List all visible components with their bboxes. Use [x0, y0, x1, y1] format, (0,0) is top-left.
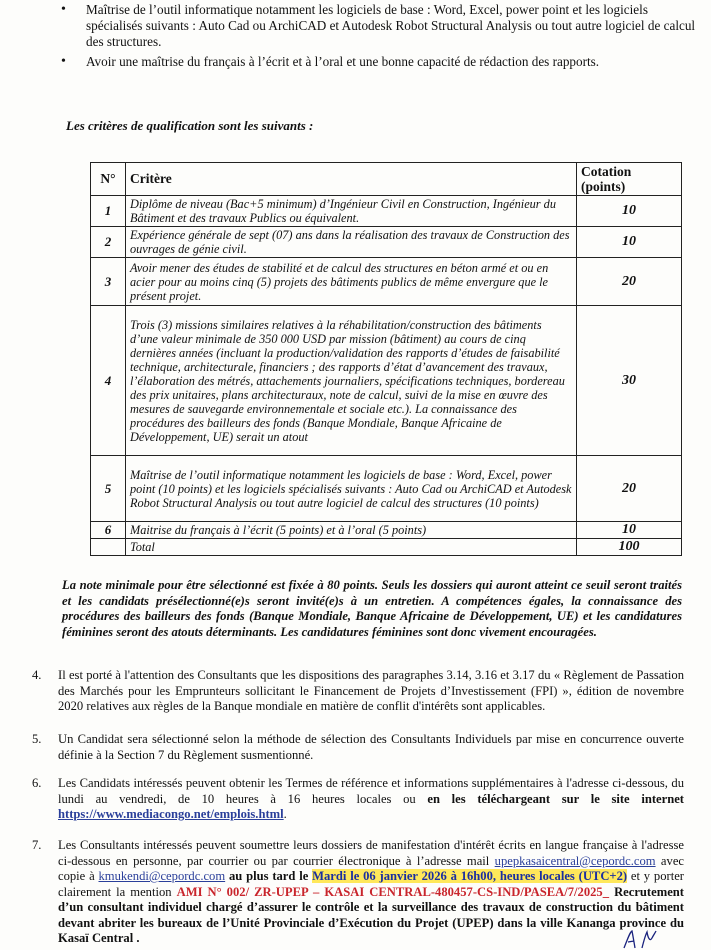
paragraph-4	[32, 668, 684, 715]
row-number: 5	[91, 456, 126, 522]
bullet-icon: •	[61, 54, 66, 69]
intro-bullet-list	[58, 2, 698, 74]
paragraph-number: 5.	[32, 732, 42, 746]
row-criterion: Expérience générale de sept (07) ans dans la réalisation des travaux de Construction des ouvrages de génie civil.	[126, 227, 577, 258]
table-header-row	[91, 163, 682, 196]
bullet-icon: •	[61, 2, 66, 17]
row-criterion: Maîtrise de l’outil informatique notamment les logiciels de base : Word, Excel, power point (10 points) et les logiciels spécialisés suivants : Auto Cad ou ArchiCAD et Autodesk Robot Structural Analysis ou tout autre logiciel de calcul des structures (10 points)	[126, 456, 577, 522]
row-number: 1	[91, 196, 126, 227]
row-score: 10	[577, 227, 682, 258]
table-row	[91, 227, 682, 258]
column-header-criterion: Critère	[126, 163, 577, 196]
row-score: 10	[577, 196, 682, 227]
paragraph-text: Il est porté à l'attention des Consultants que les dispositions des paragraphes 3.14, 3.16 et 3.17 du « Règlement de Passation des Marchés pour les Emprunteurs sollicitant le Financement de Projets d’Investissement (FPI) », édition de novembre 2020 relatives aux règles de la Banque mondiale en matière de conflit d'intérêts sont applicables.	[58, 668, 684, 713]
table-row	[91, 196, 682, 227]
paragraph-text-part: Les Candidats intéressés peuvent obtenir les Termes de référence et informations supplémentaires à l'adresse ci-dessous, du lundi au vendredi, de 10 heures à 16 heures locales ou	[58, 776, 684, 806]
bullet-text: Maîtrise de l’outil informatique notamment les logiciels de base : Word, Excel, power point et les logiciels spécialisés suivants : Auto Cad ou ArchiCAD et Autodesk Robot Structural Analysis ou tout autre logiciel de calcul des structures.	[86, 2, 696, 49]
row-number: 6	[91, 522, 126, 539]
paragraph-text	[58, 838, 684, 947]
deadline-highlight: Mardi le 06 janvier 2026 à 16h00, heures locales (UTC+2)	[312, 869, 628, 883]
paragraph-number: 4.	[32, 668, 42, 682]
row-criterion: Diplôme de niveau (Bac+5 minimum) d’Ingénieur Civil en Construction, Ingénieur du Bâtiment et des travaux Publics ou équivalent.	[126, 196, 577, 227]
column-header-number: N°	[91, 163, 126, 196]
row-criterion: Maitrise du français à l’écrit (5 points) et à l’oral (5 points)	[126, 522, 577, 539]
primary-email-link[interactable]: upepkasaicentral@cepordc.com	[494, 853, 656, 868]
total-number-cell	[91, 539, 126, 556]
copy-email-link[interactable]: kmukendi@cepordc.com	[98, 869, 226, 883]
download-note: en les téléchargeant sur le site internet	[427, 791, 684, 806]
row-number: 3	[91, 258, 126, 306]
table-row	[91, 258, 682, 306]
paragraph-number: 6.	[32, 776, 42, 790]
paragraph-text-part: et y porter clairement la mention	[58, 869, 684, 899]
row-number: 4	[91, 306, 126, 456]
list-item	[58, 54, 698, 70]
paragraph-text-part: avec copie à	[58, 853, 685, 883]
paragraph-text	[58, 776, 684, 823]
row-score: 30	[577, 306, 682, 456]
paragraph-text-part: Les Consultants intéressés peuvent soumettre leurs dossiers de manifestation d'intérêt écrits en langue française à l'adresse ci-dessous en personne, par courrier ou par courrier électronique à l’adresse mail	[58, 838, 684, 868]
total-value: 100	[577, 539, 682, 556]
paragraph-number: 7.	[32, 838, 42, 852]
table-total-row	[91, 539, 682, 556]
table-row	[91, 306, 682, 456]
selection-note: La note minimale pour être sélectionné est fixée à 80 points. Seuls les dossiers qui auront atteint ce seuil seront traités et les candidats présélectionné(e)s seront invité(e)s à un entretien. A compétences égales, la connaissance des procédures des bailleurs des fonds (Banque Mondiale, Banque Africaine de Développement, UE) et les candidatures féminines seront des atouts déterminants. Les candidatures féminines sont donc vivement encouragées.	[62, 578, 682, 639]
list-item	[58, 2, 698, 50]
row-score: 20	[577, 258, 682, 306]
row-criterion: Avoir mener des études de stabilité et de calcul des structures en béton armé et ou en acier pour au moins cinq (5) projets des bâtiments publics de même envergure que le présent projet.	[126, 258, 577, 306]
paragraph-5	[32, 732, 684, 763]
row-number: 2	[91, 227, 126, 258]
table-row	[91, 456, 682, 522]
column-header-score: Cotation (points)	[577, 163, 682, 196]
table-row	[91, 522, 682, 539]
criteria-table	[90, 162, 682, 556]
paragraph-text: Un Candidat sera sélectionné selon la méthode de sélection des Consultants Individuels par mise en concurrence ouverte définie à la Section 7 du Règlement susmentionné.	[58, 732, 684, 762]
row-score: 20	[577, 456, 682, 522]
row-criterion: Trois (3) missions similaires relatives à la réhabilitation/construction des bâtiments d’une valeur minimale de 350 000 USD par mission (bâtiment) au cours de cinq dernières années (incluant la production/validation des rapports d’études de faisabilité technique, architecturale, financiers ; des rapports d’état d’avancement des travaux, l’élaboration des métrés, attachements journaliers, spécifications techniques, bordereau des prix unitaires, plans architecturaux, note de calcul, suivi de la mise en œuvre des mesures de sauvegarde environnementale et sociale etc.). La connaissance des procédures des bailleurs des fonds (Banque Mondiale, Banque Africaine de Développement, UE) serait un atout	[126, 306, 577, 456]
recruitment-description: Recrutement d’un consultant individuel chargé d’assurer le contrôle et la surveillance des travaux de construction du bâtiment devant abriter les bureaux de l’Unité Provinciale d’Exécution du Projet (UPEP) dans la ville Kananga province du Kasaï Central .	[58, 884, 684, 945]
total-label: Total	[126, 539, 577, 556]
paragraph-7	[32, 838, 684, 947]
paragraph-text-part: au plus tard le	[225, 869, 313, 883]
paragraph-text-part: .	[283, 807, 287, 821]
website-link[interactable]: https://www.mediacongo.net/emplois.html	[58, 807, 284, 821]
reference-number: AMI N° 002/ ZR-UPEP – KASAI CENTRAL-480457-CS-IND/PASEA/7/2025_	[176, 884, 610, 899]
row-score: 10	[577, 522, 682, 539]
criteria-heading: Les critères de qualification sont les suivants :	[66, 118, 314, 133]
paragraph-6	[32, 776, 684, 823]
bullet-text: Avoir une maîtrise du français à l’écrit et à l’oral et une bonne capacité de rédaction des rapports.	[86, 54, 600, 69]
handwritten-initials	[620, 928, 660, 950]
